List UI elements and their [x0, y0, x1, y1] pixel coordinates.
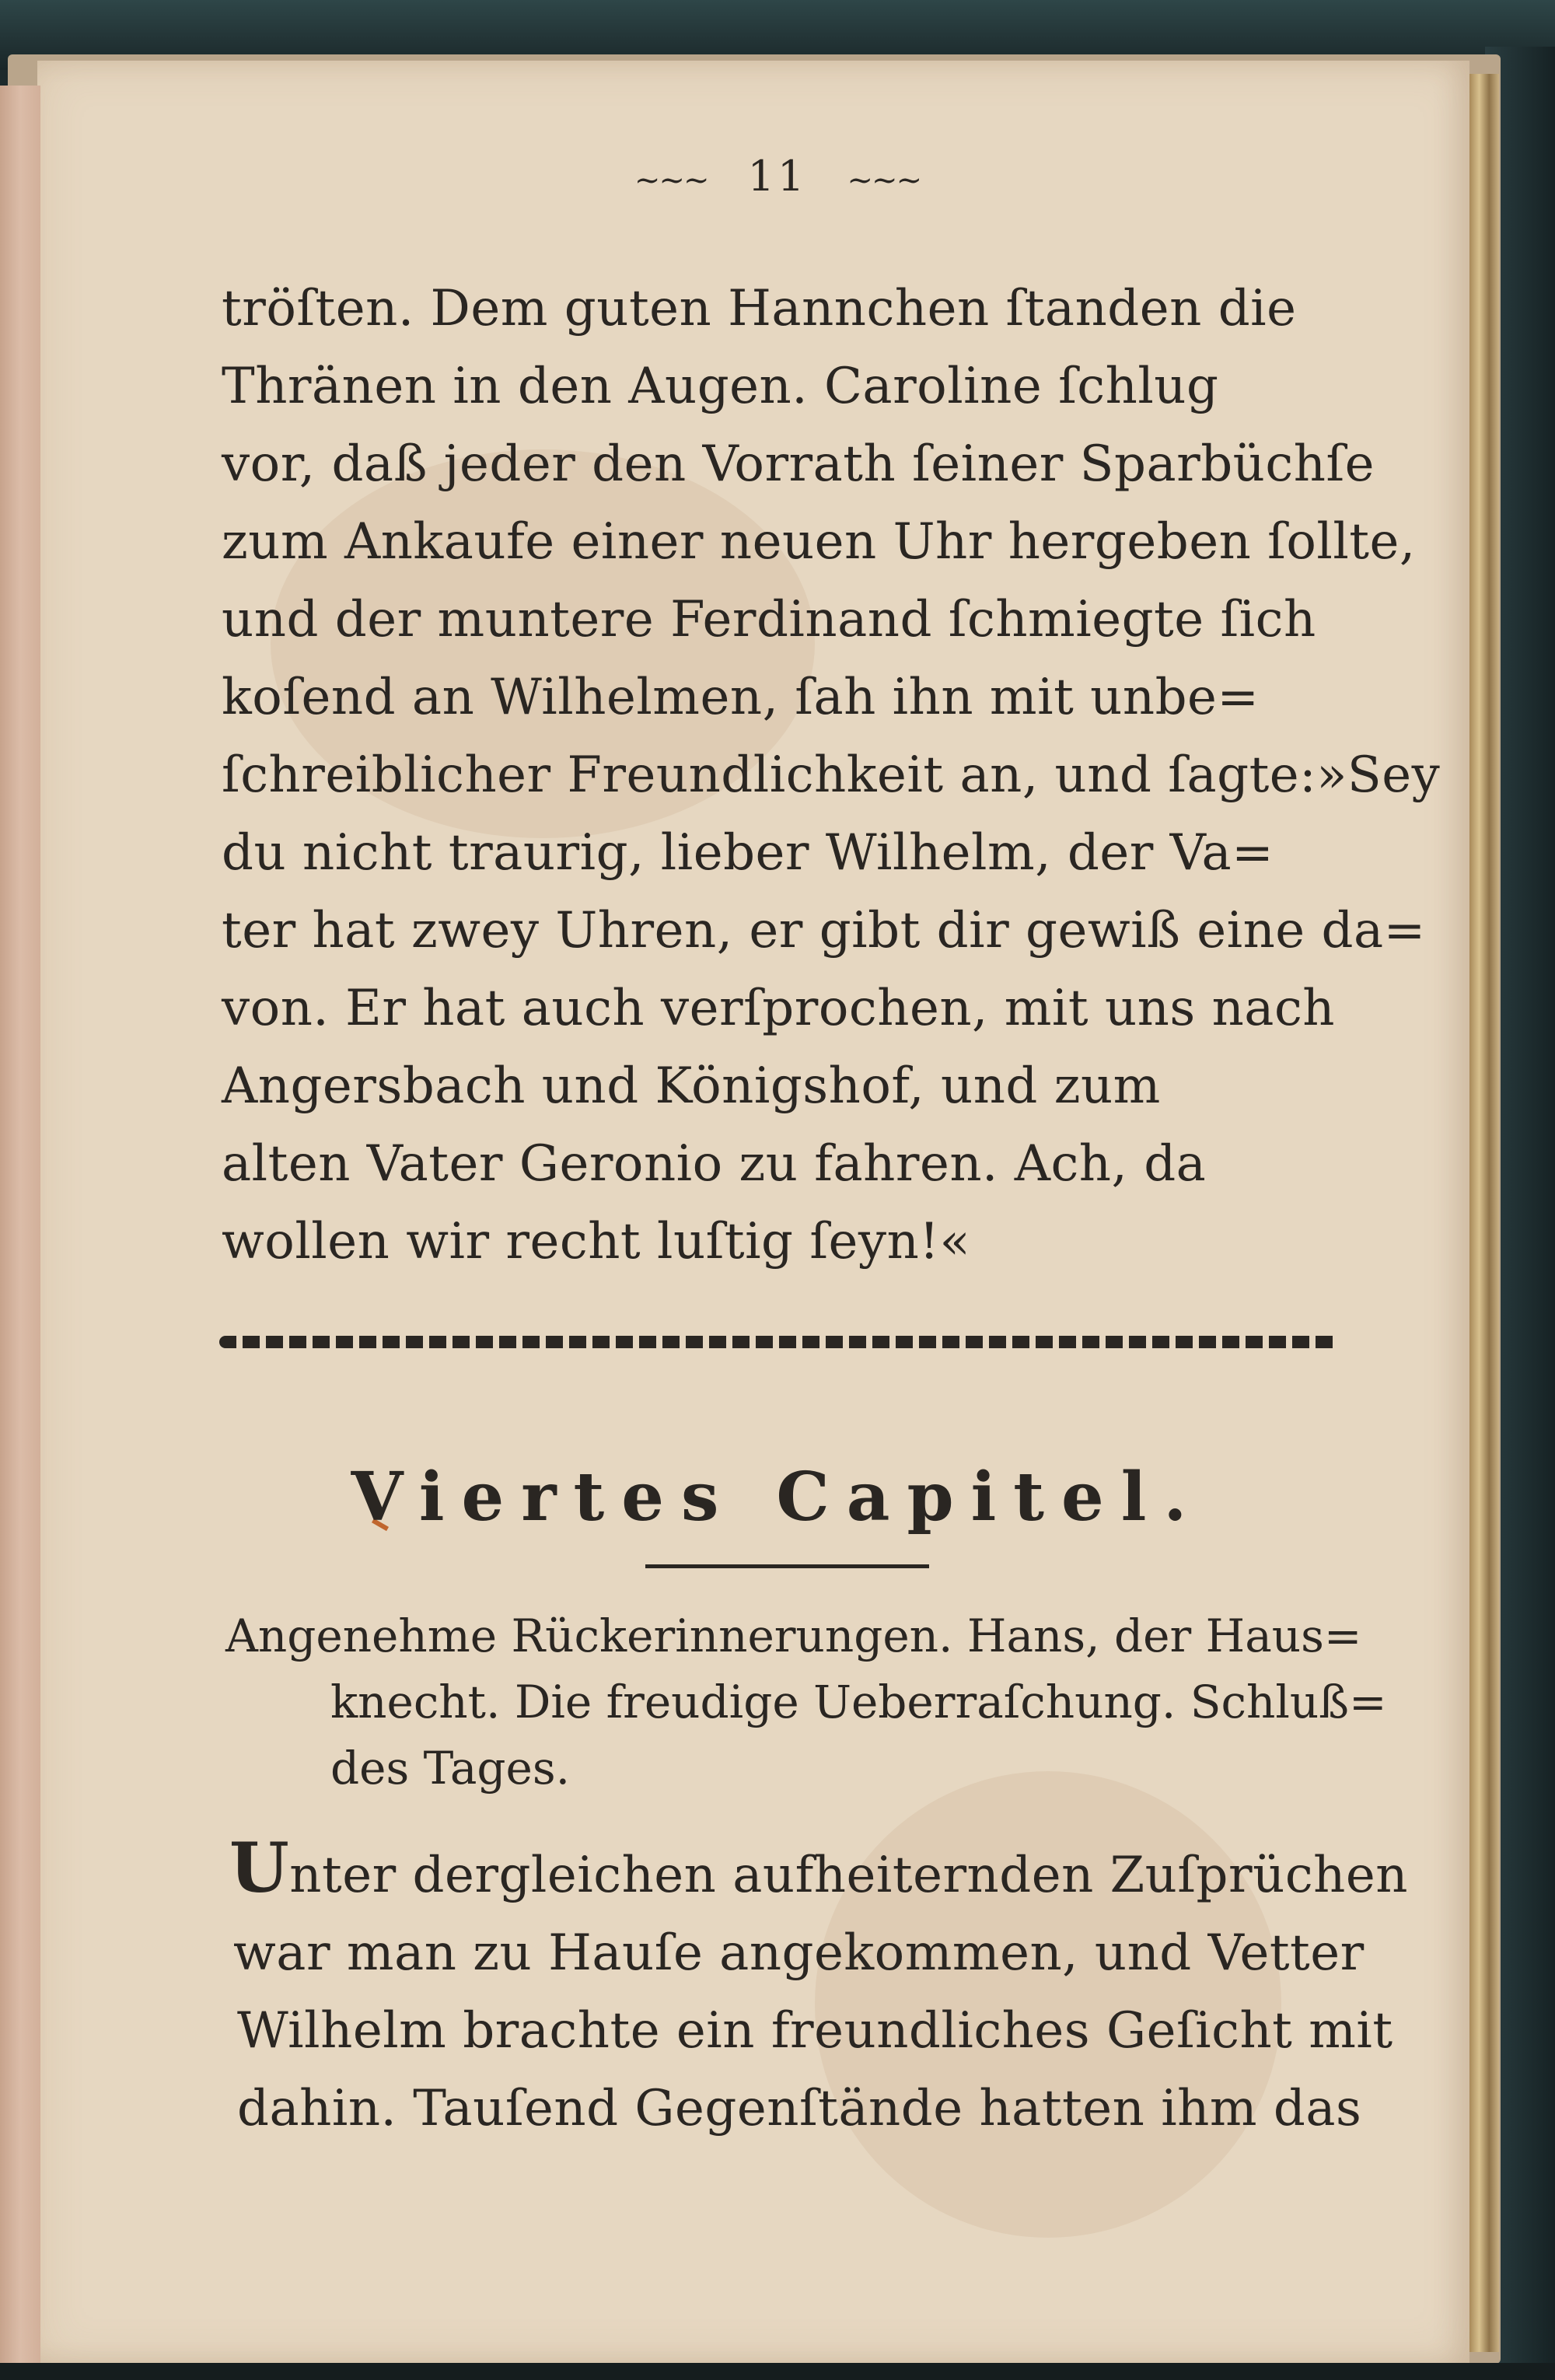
page-number: 11 — [747, 152, 808, 201]
header-ornament-right: ~~~ — [847, 163, 921, 198]
text-line: koſend an Wilhelmen, ſah ihn mit unbe= — [222, 669, 1260, 726]
text-line: du nicht traurig, lieber Wilhelm, der Va= — [222, 824, 1274, 882]
summary-line: knecht. Die freudige Ueberraſchung. Schluß= — [330, 1676, 1387, 1728]
scan-bottom-edge — [0, 2363, 1555, 2380]
text-line: vor, daß jeder den Vorrath ſeiner Sparbüchſe — [222, 435, 1375, 493]
text-line: ſchreiblicher Freundlichkeit an, und ſagte:»Sey — [222, 746, 1441, 804]
gilt-page-edges — [1469, 74, 1499, 2352]
drop-cap: U — [229, 1827, 290, 1908]
text-line: war man zu Hauſe angekommen, und Vetter — [233, 1924, 1365, 1982]
text-line: und der muntere Ferdinand ſchmiegte ſich — [222, 591, 1316, 648]
text-line: ter hat zwey Uhren, er gibt dir gewiß eine da= — [222, 902, 1426, 959]
text-line: von. Er hat auch verſprochen, mit uns nach — [222, 980, 1335, 1037]
header-ornament-left: ~~~ — [634, 163, 708, 198]
summary-line: des Tages. — [330, 1742, 571, 1795]
chapter-title: Viertes Capitel. — [351, 1458, 1204, 1536]
first-line-text: nter dergleichen aufheiternden Zuſprüchen — [289, 1847, 1408, 1904]
summary-line: Angenehme Rückerinnerungen. Hans, der Haus= — [225, 1609, 1362, 1662]
text-line: zum Ankaufe einer neuen Uhr hergeben ſollte, — [222, 513, 1416, 571]
text-line: tröſten. Dem guten Hannchen ſtanden die — [222, 280, 1297, 337]
chapter-title-rule — [645, 1564, 929, 1568]
binding-gutter — [0, 86, 40, 2380]
text-line: Thränen in den Augen. Caroline ſchlug — [222, 358, 1219, 415]
text-line: dahin. Tauſend Gegenſtände hatten ihm das — [237, 2080, 1362, 2137]
text-line: Wilhelm brachte ein freundliches Geſicht mit — [237, 2002, 1393, 2060]
ornamental-divider — [219, 1336, 1339, 1348]
text-line: alten Vater Geronio zu fahren. Ach, da — [222, 1135, 1207, 1193]
page-header — [0, 152, 1555, 201]
text-line: Angersbach und Königshof, und zum — [222, 1057, 1161, 1115]
text-line: wollen wir recht luſtig ſeyn!« — [222, 1213, 971, 1270]
text-line-first — [229, 1827, 1408, 1908]
